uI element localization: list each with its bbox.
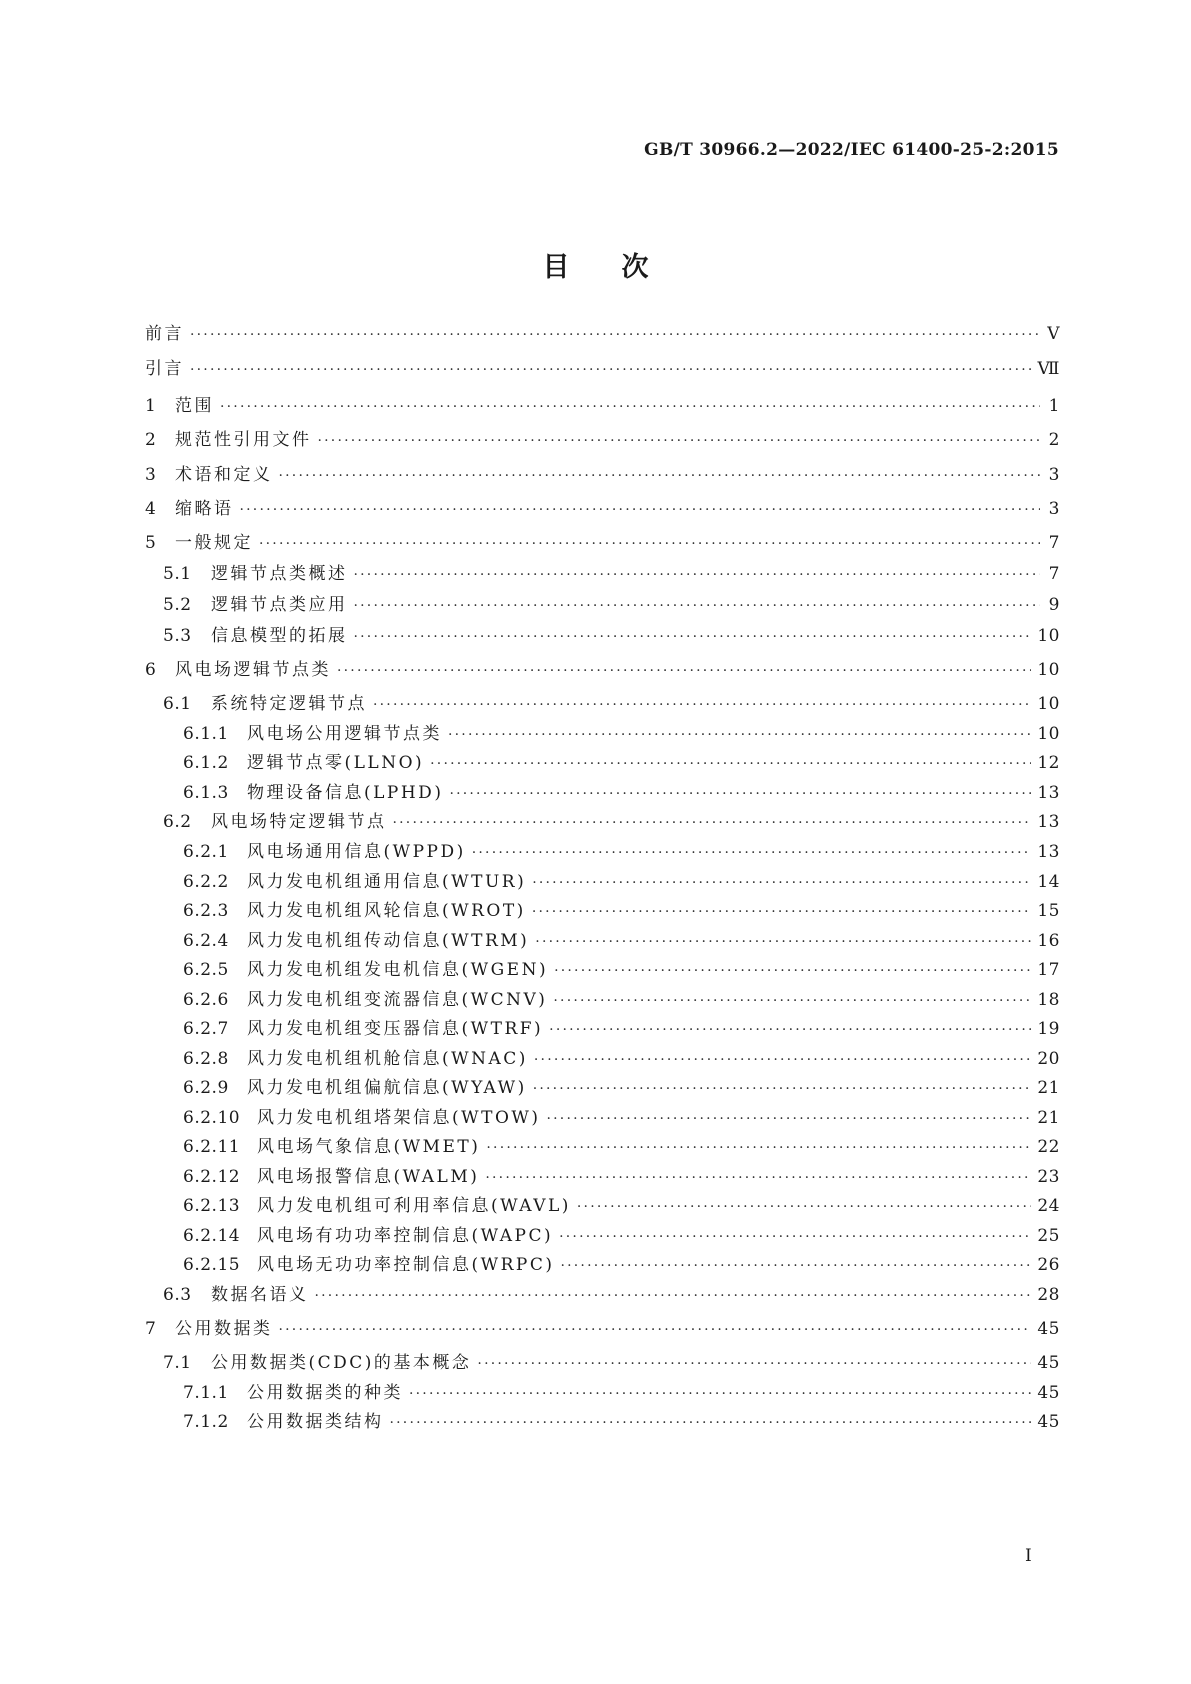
toc-leader: [559, 1226, 1031, 1248]
toc-page: 26: [1037, 1255, 1060, 1275]
toc-leader: [409, 1383, 1031, 1405]
toc-leader: [534, 1049, 1031, 1071]
toc-title: 风电场通用信息(WPPD): [247, 842, 466, 862]
toc-entry[interactable]: [145, 871, 1060, 894]
toc-entry[interactable]: [145, 1284, 1060, 1307]
toc-page: 10: [1037, 724, 1060, 744]
toc-title: 术语和定义: [175, 465, 273, 485]
toc-leader: [477, 1353, 1031, 1375]
toc-page: 45: [1037, 1353, 1060, 1373]
toc-leader: [315, 1285, 1032, 1307]
toc-number: 6.2.14: [183, 1226, 241, 1246]
toc-entry[interactable]: [145, 1195, 1060, 1218]
toc-number: 6.2.3: [183, 901, 229, 921]
toc-leader: [485, 1167, 1031, 1189]
toc-entry[interactable]: [145, 841, 1060, 864]
toc-title: 风力发电机组变压器信息(WTRF): [247, 1019, 544, 1039]
toc-page: 22: [1037, 1137, 1060, 1157]
toc-title: 风力发电机组塔架信息(WTOW): [257, 1108, 541, 1128]
toc-page: 45: [1037, 1383, 1060, 1403]
toc-entry[interactable]: [145, 532, 1060, 555]
toc-title: 一般规定: [175, 533, 253, 553]
toc-entry[interactable]: [145, 989, 1060, 1012]
toc-number: 6.2.2: [183, 872, 229, 892]
toc-entry[interactable]: [145, 395, 1060, 418]
toc-entry[interactable]: [145, 752, 1060, 775]
toc-number: 6.2.12: [183, 1167, 241, 1187]
toc-title: 公用数据类结构: [247, 1412, 384, 1432]
toc-page: 17: [1037, 960, 1060, 980]
toc-page: 28: [1037, 1285, 1060, 1305]
toc-leader: [390, 1412, 1032, 1434]
toc-entry[interactable]: [145, 1018, 1060, 1041]
toc-title: 风电场有功功率控制信息(WAPC): [257, 1226, 554, 1246]
toc-leader: [190, 359, 1032, 381]
toc-number: 6.2.11: [183, 1137, 241, 1157]
toc-page: 25: [1037, 1226, 1060, 1246]
toc-leader: [430, 753, 1031, 775]
toc-title: 风电场气象信息(WMET): [257, 1137, 481, 1157]
toc-leader: [547, 1108, 1032, 1130]
toc-leader: [240, 499, 1041, 521]
toc-entry[interactable]: [145, 1318, 1060, 1341]
toc-leader: [318, 430, 1041, 452]
toc-entry[interactable]: [145, 358, 1060, 381]
toc-page: 13: [1037, 842, 1060, 862]
toc-number: 6.2.15: [183, 1255, 241, 1275]
toc-page: 9: [1048, 595, 1060, 615]
toc-number: 5: [145, 533, 157, 553]
toc-page: 2: [1048, 430, 1060, 450]
toc-entry[interactable]: [145, 930, 1060, 953]
toc-entry[interactable]: [145, 1136, 1060, 1159]
toc-number: 7.1.1: [183, 1383, 229, 1403]
toc-number: 5.3: [163, 626, 192, 646]
toc-leader: [220, 396, 1040, 418]
toc-leader: [279, 465, 1041, 487]
toc-leader: [472, 842, 1032, 864]
toc-title: 风力发电机组风轮信息(WROT): [247, 901, 526, 921]
toc-entry[interactable]: [145, 959, 1060, 982]
toc-title: 风电场公用逻辑节点类: [247, 724, 442, 744]
toc-title: 逻辑节点零(LLNO): [247, 753, 425, 773]
toc-number: 6.2.13: [183, 1196, 241, 1216]
toc-leader: [373, 694, 1031, 716]
toc-leader: [532, 901, 1032, 923]
toc-page: 20: [1037, 1049, 1060, 1069]
toc-page: 45: [1037, 1319, 1060, 1339]
toc-leader: [533, 1078, 1032, 1100]
toc-page: 10: [1037, 626, 1060, 646]
toc-leader: [553, 990, 1031, 1012]
toc-number: 6.2: [163, 812, 192, 832]
toc-page: 13: [1037, 812, 1060, 832]
toc-leader: [449, 783, 1031, 805]
toc-page: 7: [1048, 533, 1060, 553]
toc-page: 3: [1048, 499, 1060, 519]
toc-title: 物理设备信息(LPHD): [247, 783, 444, 803]
toc-title: 规范性引用文件: [175, 430, 312, 450]
toc-leader: [279, 1319, 1032, 1341]
toc-number: 6.2.10: [183, 1108, 241, 1128]
toc-leader: [560, 1255, 1031, 1277]
toc-page: 23: [1037, 1167, 1060, 1187]
toc-entry[interactable]: [145, 1166, 1060, 1189]
toc-title: 风力发电机组传动信息(WTRM): [247, 931, 530, 951]
toc-title: 范围: [175, 396, 214, 416]
toc-number: 7.1.2: [183, 1412, 229, 1432]
toc-number: 2: [145, 430, 157, 450]
toc-title: 引言: [145, 359, 184, 379]
toc-page: 7: [1048, 564, 1060, 584]
toc-number: 6.2.4: [183, 931, 229, 951]
toc-title: 风力发电机组偏航信息(WYAW): [247, 1078, 527, 1098]
toc-title: 风力发电机组机舱信息(WNAC): [247, 1049, 528, 1069]
toc-page: 15: [1037, 901, 1060, 921]
toc-leader: [532, 872, 1031, 894]
toc-number: 6.1.2: [183, 753, 229, 773]
toc-title: 风电场报警信息(WALM): [257, 1167, 480, 1187]
toc-page: Ⅴ: [1047, 324, 1060, 344]
toc-title: 系统特定逻辑节点: [211, 694, 367, 714]
toc-title: 缩略语: [175, 499, 234, 519]
standard-code-header: GB/T 30966.2—2022/IEC 61400-25-2:2015: [644, 140, 1059, 160]
toc-page: 18: [1037, 990, 1060, 1010]
toc-entry[interactable]: [145, 811, 1060, 834]
toc-leader: [549, 1019, 1031, 1041]
toc-title: 风电场无功功率控制信息(WRPC): [257, 1255, 555, 1275]
toc-leader: [577, 1196, 1031, 1218]
toc-leader: [354, 564, 1041, 586]
toc-entry[interactable]: [145, 1411, 1060, 1434]
toc-entry[interactable]: [145, 1254, 1060, 1277]
toc-number: 6.2.7: [183, 1019, 229, 1039]
toc-page: 24: [1037, 1196, 1060, 1216]
toc-number: 6.2.9: [183, 1078, 229, 1098]
toc-number: 6.2.6: [183, 990, 229, 1010]
toc-page: 21: [1037, 1078, 1060, 1098]
toc-number: 6.1: [163, 694, 192, 714]
toc-page: 3: [1048, 465, 1060, 485]
toc-entry[interactable]: [145, 782, 1060, 805]
toc-entry[interactable]: [145, 429, 1060, 452]
toc-entry[interactable]: [145, 1225, 1060, 1248]
toc-entry[interactable]: [145, 1107, 1060, 1130]
toc-page: 45: [1037, 1412, 1060, 1432]
toc-entry[interactable]: [145, 563, 1060, 586]
toc-page: 1: [1048, 396, 1060, 416]
toc-title: 风电场特定逻辑节点: [211, 812, 387, 832]
toc-number: 6.3: [163, 1285, 192, 1305]
toc-number: 6: [145, 660, 157, 680]
toc-page: Ⅶ: [1037, 359, 1060, 379]
toc-number: 6.2.8: [183, 1049, 229, 1069]
toc-entry[interactable]: [145, 464, 1060, 487]
toc-entry[interactable]: [145, 1352, 1060, 1375]
toc-leader: [337, 660, 1031, 682]
toc-entry[interactable]: [145, 594, 1060, 617]
toc-entry[interactable]: [145, 723, 1060, 746]
toc-entry[interactable]: [145, 323, 1060, 346]
toc-title: 风力发电机组发电机信息(WGEN): [247, 960, 549, 980]
toc-entry[interactable]: [145, 625, 1060, 648]
toc-number: 7.1: [163, 1353, 192, 1373]
toc-title: 逻辑节点类概述: [211, 564, 348, 584]
toc-page: 12: [1037, 753, 1060, 773]
toc-page: 19: [1037, 1019, 1060, 1039]
toc-number: 7: [145, 1319, 157, 1339]
toc-entry[interactable]: [145, 693, 1060, 716]
toc-title: 信息模型的拓展: [211, 626, 348, 646]
toc-entry[interactable]: [145, 1077, 1060, 1100]
toc-number: 6.2.1: [183, 842, 229, 862]
toc-title: 风力发电机组可利用率信息(WAVL): [257, 1196, 571, 1216]
toc-leader: [259, 533, 1040, 555]
toc-page: 14: [1037, 872, 1060, 892]
toc-title: 风电场逻辑节点类: [175, 660, 331, 680]
page-number: I: [1025, 1546, 1032, 1566]
toc-title: 公用数据类(CDC)的基本概念: [211, 1353, 472, 1373]
toc-number: 1: [145, 396, 157, 416]
toc-page: 10: [1037, 694, 1060, 714]
toc-entry[interactable]: [145, 900, 1060, 923]
toc-number: 5.2: [163, 595, 192, 615]
toc-title: 公用数据类的种类: [247, 1383, 403, 1403]
toc-leader: [448, 724, 1031, 746]
toc-title: 前言: [145, 324, 184, 344]
toc-title: 风力发电机组通用信息(WTUR): [247, 872, 527, 892]
toc-entry[interactable]: [145, 498, 1060, 521]
toc-number: 6.2.5: [183, 960, 229, 980]
toc-title: 数据名语义: [211, 1285, 309, 1305]
toc-number: 5.1: [163, 564, 192, 584]
toc-page: 21: [1037, 1108, 1060, 1128]
toc-title: 风力发电机组变流器信息(WCNV): [247, 990, 548, 1010]
toc-page: 10: [1037, 660, 1060, 680]
toc-leader: [554, 960, 1031, 982]
toc-entry[interactable]: [145, 659, 1060, 682]
toc-leader: [535, 931, 1031, 953]
toc-number: 6.1.3: [183, 783, 229, 803]
toc-leader: [190, 324, 1040, 346]
page-title: 目次: [542, 252, 701, 283]
toc-number: 6.1.1: [183, 724, 229, 744]
toc-title: 公用数据类: [175, 1319, 273, 1339]
toc-page: 13: [1037, 783, 1060, 803]
toc-leader: [354, 626, 1032, 648]
toc-page: 16: [1037, 931, 1060, 951]
toc-number: 3: [145, 465, 157, 485]
toc-leader: [393, 812, 1032, 834]
toc-title: 逻辑节点类应用: [211, 595, 348, 615]
toc-entry[interactable]: [145, 1382, 1060, 1405]
toc-number: 4: [145, 499, 157, 519]
toc-leader: [486, 1137, 1031, 1159]
toc-entry[interactable]: [145, 1048, 1060, 1071]
toc-leader: [354, 595, 1041, 617]
